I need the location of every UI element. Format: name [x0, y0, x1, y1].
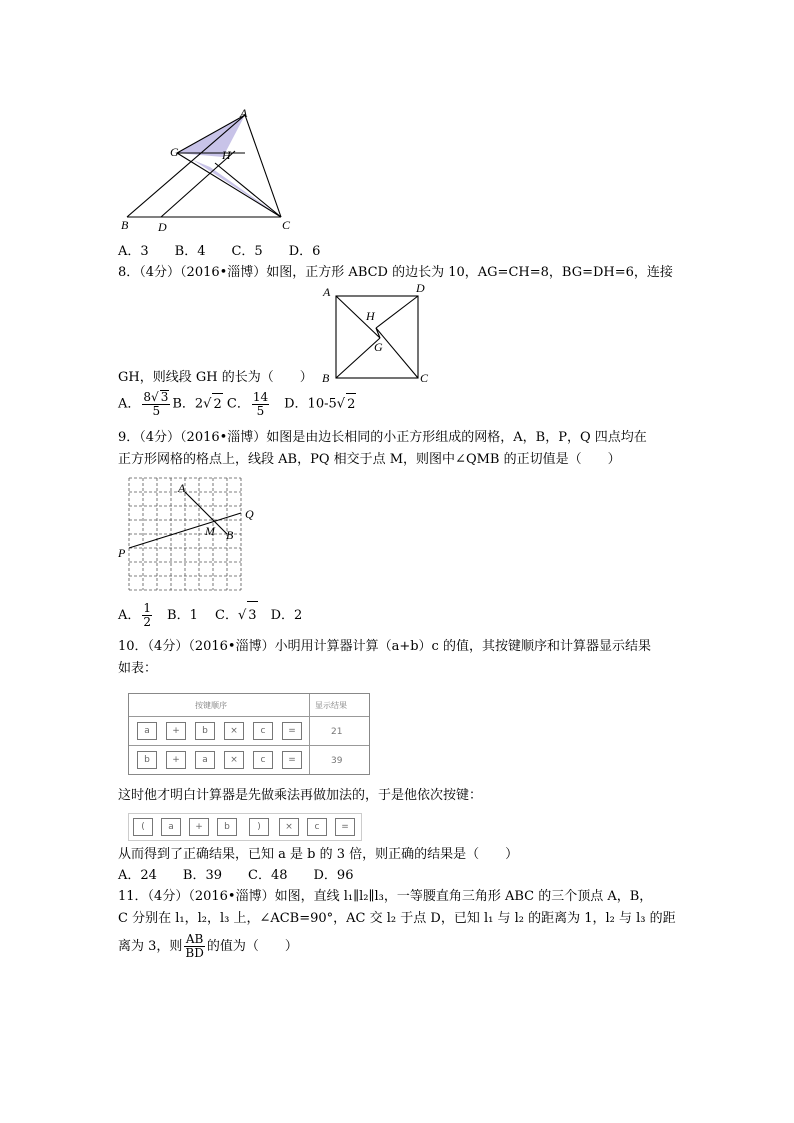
q10-stem-line2: 如表： [118, 661, 158, 676]
q10-table-header-keys: 按键顺序 [195, 701, 227, 710]
q10-row2-key-5: c [253, 751, 273, 769]
q9-option-a-num: 1 [143, 601, 152, 615]
q8-option-c-num: 14 [252, 389, 269, 404]
q10-row2-key-1: b [137, 751, 157, 769]
q7-label-h: H [222, 148, 231, 162]
q8-label-a: A [323, 285, 331, 299]
q10-row1-key-5: c [253, 722, 273, 740]
q10-seq-key-7: c [307, 818, 327, 836]
q10-row2-result: 39 [331, 756, 343, 766]
q8-stem-line1: 8．（4分）（2016•淄博）如图，正方形 ABCD 的边长为 10，AG=CH=8，BG=DH=6，连接 [118, 265, 673, 280]
q10-row1-result: 21 [331, 727, 343, 737]
q8-label-c: C [420, 371, 429, 385]
q8-option-a-num: 8 [143, 390, 152, 404]
q7-label-b: B [121, 218, 129, 232]
q11-ratio-fraction [184, 933, 204, 960]
q7-segment-ba [127, 115, 245, 217]
q10-seq-key-2: a [161, 818, 181, 836]
q11-ratio-den: BD [185, 946, 204, 960]
q8-option-a-den: 5 [152, 404, 161, 418]
q8-option-c-prefix: C． [226, 396, 250, 412]
q8-option-a-prefix: A． [118, 396, 141, 412]
q8-label-b: B [322, 371, 330, 385]
q8-label-d: D [416, 281, 425, 295]
q8-option-d-prefix: D．10-5 [284, 396, 337, 412]
q9-option-c-radicand: 3 [247, 601, 257, 630]
q11-stem-line1: 11．（4分）（2016•淄博）如图，直线 l₁∥l₂∥l₃，一等腰直角三角形 ABC 的三个顶点 A，B， [118, 889, 653, 904]
q9-label-p: P [118, 546, 126, 560]
q8-figure [330, 290, 426, 382]
q9-option-a-fraction [142, 602, 152, 629]
q9-option-d: D．2 [270, 608, 303, 623]
q10-row1-key-3: b [195, 722, 215, 740]
q9-option-a-prefix: A． [118, 608, 141, 623]
q8-option-c-fraction [252, 391, 269, 418]
q9-option-b: B．1 [167, 608, 198, 623]
q10-stem-line3: 这时他才明白计算器是先做乘法再做加法的，于是他依次按键： [118, 788, 483, 803]
q10-seq-key-1: ( [133, 818, 153, 836]
q8-label-h: H [366, 309, 375, 323]
q10-stem-line1: 10．（4分）（2016•淄博）小明用计算器计算（a+b）c 的值，其按键顺序和计算器显示结果 [118, 639, 651, 654]
q8-option-b-prefix: B．2 [172, 396, 204, 412]
q8-options: A． $\frac{8√ 3}{5}$ B．2√ 2 C． $\frac{14}{5}$ D．10-5√ 2 [118, 389, 356, 418]
q10-row2-key-2: + [166, 751, 186, 769]
q9-stem-line2: 正方形网格的格点上，线段 AB，PQ 相交于点 M，则图中∠QMB 的正切值是（ ） [118, 452, 621, 467]
q10-seq-key-4: b [217, 818, 237, 836]
q8-option-c-den: 5 [256, 403, 265, 418]
q8-option-d-radicand: 2 [346, 393, 356, 416]
q10-table-header-result: 显示结果 [315, 701, 347, 710]
q10-row1-key-6: = [282, 722, 302, 740]
q11-stem-line3-post: 的值为（ ） [206, 939, 298, 954]
q9-option-a-den: 2 [143, 615, 152, 629]
q11-stem-line2: C 分别在 l₁，l₂，l₃ 上，∠ACB=90°，AC 交 l₂ 于点 D，已知 l₁ 与 l₂ 的距离为 1，l₂ 与 l₃ 的距 [118, 911, 676, 926]
q10-stem-line4: 从而得到了正确结果，已知 a 是 b 的 3 倍，则正确的结果是（ ） [118, 847, 519, 862]
q10-row1-key-2: + [166, 722, 186, 740]
q10-row2-key-4: × [224, 751, 244, 769]
q9-options: A． $\frac{1}{2}$ B．1 C．√ 3 D．2 [118, 601, 303, 629]
q11-ratio-num: AB [185, 932, 204, 946]
q8-option-a-radicand: 3 [160, 390, 169, 404]
q8-stem-line2: GH，则线段 GH 的长为（ ） [118, 370, 313, 385]
q7-label-d: D [158, 220, 167, 234]
q9-stem-line1: 9．（4分）（2016•淄博）如图是由边长相同的小正方形组成的网格，A，B，P，Q 四点均在 [118, 430, 647, 445]
q10-key-sequence [128, 813, 362, 841]
q7-figure [115, 105, 305, 237]
q10-row2-key-6: = [282, 751, 302, 769]
q10-seq-key-3: + [189, 818, 209, 836]
q7-label-a: A [240, 106, 248, 120]
q10-seq-key-6: × [279, 818, 299, 836]
q9-label-m: M [205, 524, 215, 538]
q10-seq-key-8: = [335, 818, 355, 836]
q9-label-q: Q [245, 507, 254, 521]
q10-seq-key-5: ) [249, 818, 269, 836]
q8-option-b-radicand: 2 [212, 393, 222, 416]
q10-options: A．24 B．39 C．48 D．96 [118, 868, 354, 883]
q10-row2-key-3: a [195, 751, 215, 769]
q11-stem-line3 [118, 932, 298, 962]
q10-row1-key-1: a [137, 722, 157, 740]
q10-key-table [128, 693, 370, 775]
q11-stem-line3-pre: 离为 3，则 [118, 939, 183, 954]
q8-segment-dh [376, 296, 418, 328]
q10-table-col-divider [309, 694, 310, 774]
q9-label-a: A [178, 481, 186, 495]
q7-options: A．3 B．4 C．5 D．6 [118, 244, 321, 259]
q7-label-g: G [170, 145, 179, 159]
q8-option-a-fraction: $\frac{8√ 3}{5}$ [143, 390, 169, 418]
q9-label-b: B [226, 528, 234, 542]
q10-row1-key-4: × [224, 722, 244, 740]
q8-label-g: G [374, 340, 383, 354]
q7-label-c: C [282, 218, 291, 232]
q9-option-c-prefix: C． [215, 608, 238, 623]
q10-table-row-divider-1 [129, 716, 369, 717]
q10-table-row-divider-2 [129, 745, 369, 746]
